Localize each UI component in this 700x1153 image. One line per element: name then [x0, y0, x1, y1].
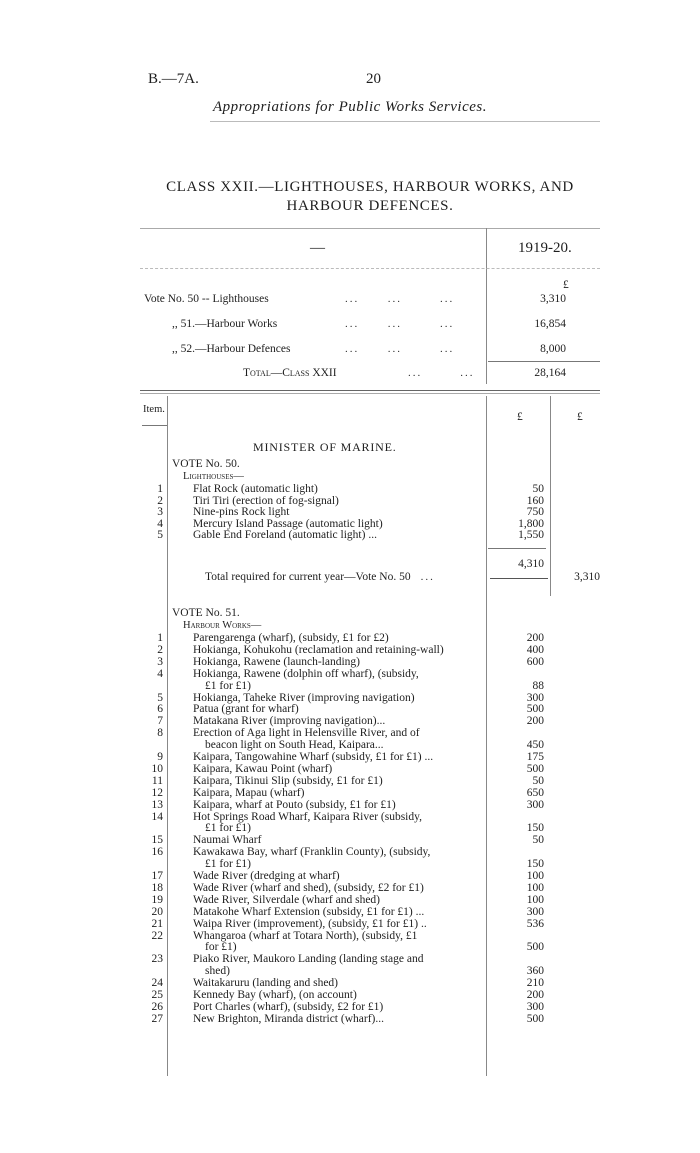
- item-amount: 450: [526, 739, 544, 752]
- item-amount: 200: [526, 989, 544, 1001]
- item-description: Tiri Tiri (erection of fog-signal): [193, 494, 339, 507]
- item-description: Matakana River (improving navigation)...: [193, 715, 386, 728]
- item-description: Nine-pins Rock light: [193, 506, 290, 519]
- item-description: Flat Rock (automatic light): [193, 483, 318, 495]
- item-number: 24: [151, 977, 163, 990]
- item-amount: 300: [526, 798, 544, 811]
- item-description: £1 for £1): [205, 679, 251, 692]
- item-number: 1: [157, 483, 163, 495]
- item-description: Hot Springs Road Wharf, Kaipara River (subsidy,: [193, 810, 423, 823]
- summary-bottom-rule-2: [140, 393, 600, 394]
- item-header-rule: [142, 425, 167, 426]
- summary-col-year: 1919-20.: [518, 240, 572, 256]
- item-amount: 500: [526, 703, 544, 716]
- item-number: 17: [151, 870, 163, 882]
- item-amount: 100: [526, 881, 544, 894]
- item-description: Port Charles (wharf), (subsidy, £2 for £1): [193, 1000, 384, 1013]
- leader-dots: ... ... ...: [345, 318, 455, 330]
- vote-50-total-rule: [490, 578, 548, 579]
- item-description: Wade River, Silverdale (wharf and shed): [193, 893, 381, 906]
- item-description: Hokianga, Rawene (dolphin off wharf), (subsidy,: [193, 667, 419, 680]
- item-number: 5: [157, 691, 163, 704]
- item-amount: 160: [526, 494, 544, 507]
- item-description: Erection of Aga light in Helensville River, and of: [193, 727, 420, 740]
- item-amount: 500: [526, 762, 544, 775]
- item-amount: 150: [526, 822, 544, 835]
- item-number: 19: [151, 893, 163, 906]
- item-description: Kaipara, wharf at Pouto (subsidy, £1 for £1): [193, 798, 396, 811]
- item-number: 26: [151, 1000, 163, 1013]
- item-amount: 50: [532, 774, 544, 787]
- item-description: Piako River, Maukoro Landing (landing stage and: [193, 953, 424, 966]
- item-description: Mercury Island Passage (automatic light): [193, 517, 383, 530]
- item-description: Naumai Wharf: [193, 834, 262, 847]
- vote-50-title: VOTE No. 50.: [172, 458, 240, 470]
- item-description: Kawakawa Bay, wharf (Franklin County), (subsidy,: [193, 846, 431, 859]
- item-description: Kaipara, Tikinui Slip (subsidy, £1 for £1): [193, 774, 383, 787]
- item-amount: 200: [526, 715, 544, 728]
- item-number: 1: [157, 632, 163, 644]
- leader-dots: ... ...: [408, 367, 475, 379]
- item-column-divider: [167, 396, 168, 1076]
- item-description: Wade River (wharf and shed), (subsidy, £2 for £1): [193, 881, 424, 894]
- summary-top-rule: [140, 228, 600, 229]
- item-description: Wade River (dredging at wharf): [193, 870, 340, 882]
- summary-col-left: —: [310, 240, 325, 256]
- vote-50-subhead: Lighthouses—: [183, 471, 244, 482]
- class-title: CLASS XXII.—LIGHTHOUSES, HARBOUR WORKS, AND HARBOUR DEFENCES.: [166, 179, 574, 214]
- item-number: 13: [151, 798, 163, 811]
- item-description: Matakohe Wharf Extension (subsidy, £1 for £1) ...: [193, 905, 425, 918]
- item-description: Parengarenga (wharf), (subsidy, £1 for £2): [193, 632, 389, 644]
- item-description: Gable End Foreland (automatic light) ...: [193, 529, 377, 542]
- vote-50-total-text: Total required for current year—Vote No. 50: [205, 571, 411, 583]
- vote-51-title: VOTE No. 51.: [172, 607, 240, 619]
- item-description: Hokianga, Taheke River (improving navigation): [193, 691, 415, 704]
- item-description: Kaipara, Kawau Point (wharf): [193, 762, 333, 775]
- summary-total-amount: 28,164: [534, 367, 566, 379]
- item-number: 25: [151, 989, 163, 1001]
- item-description: Waipa River (improvement), (subsidy, £1 for £1) ..: [193, 917, 427, 930]
- item-amount: 750: [526, 506, 544, 519]
- item-number: 12: [151, 786, 163, 799]
- total-column-divider: [550, 396, 551, 596]
- summary-row-amount: 3,310: [540, 293, 566, 305]
- item-amount: 360: [526, 965, 544, 978]
- item-amount: 500: [526, 1012, 544, 1025]
- item-amount: 650: [526, 786, 544, 799]
- item-number: 20: [151, 905, 163, 918]
- summary-bottom-rule: [140, 390, 600, 391]
- item-amount: 100: [526, 870, 544, 882]
- item-amount: 400: [526, 643, 544, 656]
- page-subtitle: Appropriations for Public Works Services.: [213, 99, 487, 115]
- summary-row-label: ,, 51.—Harbour Works: [172, 318, 278, 330]
- item-amount: 50: [532, 834, 544, 847]
- item-column-header: Item.: [143, 404, 165, 415]
- summary-row-label: ,, 52.—Harbour Defences: [172, 343, 291, 355]
- vote-50-subtotal-rule: [488, 548, 546, 549]
- item-amount: 150: [526, 858, 544, 871]
- item-number: 3: [157, 655, 163, 668]
- item-number: 2: [157, 643, 163, 656]
- item-description: Kaipara, Mapau (wharf): [193, 786, 305, 799]
- item-number: 6: [157, 703, 163, 716]
- item-amount: 100: [526, 893, 544, 906]
- document-reference: B.—7A.: [148, 71, 199, 87]
- leader-dots: ...: [420, 571, 435, 583]
- item-amount: 300: [526, 1000, 544, 1013]
- header-rule: [210, 121, 600, 122]
- item-number: 16: [151, 846, 163, 859]
- item-amount: 50: [532, 483, 544, 495]
- item-description: New Brighton, Miranda district (wharf)...: [193, 1012, 384, 1025]
- item-description: Hokianga, Rawene (launch-landing): [193, 655, 361, 668]
- item-description: Whangaroa (wharf at Totara North), (subsidy, £1: [193, 929, 418, 942]
- item-amount: 500: [526, 941, 544, 954]
- item-amount: 210: [526, 977, 544, 990]
- summary-total-label: Total—Class XXII: [243, 367, 337, 379]
- item-number: 4: [157, 667, 163, 680]
- item-number: 21: [151, 917, 163, 930]
- item-amount: 300: [526, 905, 544, 918]
- item-description: for £1): [205, 941, 237, 954]
- leader-dots: ... ... ...: [345, 343, 455, 355]
- item-amount: 88: [532, 679, 544, 692]
- ministry-heading: MINISTER OF MARINE.: [253, 440, 397, 454]
- vote-50-total-amount: 3,310: [574, 571, 600, 583]
- item-description: Kaipara, Tangowahine Wharf (subsidy, £1 for £1) ...: [193, 751, 434, 763]
- summary-currency: £: [563, 279, 569, 291]
- item-amount: 536: [526, 917, 544, 930]
- item-amount: 200: [526, 632, 544, 644]
- item-amount: 1,550: [518, 529, 544, 542]
- item-description: beacon light on South Head, Kaipara...: [205, 739, 384, 752]
- item-number: 4: [157, 517, 163, 530]
- item-amount: 600: [526, 655, 544, 668]
- item-description: £1 for £1): [205, 858, 251, 871]
- item-number: 14: [151, 810, 163, 823]
- item-number: 15: [151, 834, 163, 847]
- item-description: shed): [205, 965, 230, 978]
- amount-column-divider: [486, 396, 487, 1076]
- item-number: 11: [151, 774, 163, 787]
- vote-51-subhead: Harbour Works—: [183, 620, 262, 631]
- item-number: 7: [157, 715, 163, 728]
- summary-header-rule: [140, 268, 600, 269]
- vote-50-total-label: [205, 571, 435, 583]
- summary-column-divider: [486, 228, 487, 384]
- item-description: £1 for £1): [205, 822, 251, 835]
- item-description: Waitakaruru (landing and shed): [193, 977, 339, 990]
- item-number: 18: [151, 881, 163, 894]
- item-number: 9: [157, 751, 163, 763]
- item-amount: 1,800: [518, 517, 544, 530]
- item-number: 22: [151, 929, 163, 942]
- item-description: Patua (grant for wharf): [193, 703, 299, 716]
- leader-dots: ... ... ...: [345, 293, 455, 305]
- summary-row-amount: 16,854: [534, 318, 566, 330]
- item-amount: 175: [526, 751, 544, 763]
- summary-row-label: Vote No. 50 -- Lighthouses: [144, 293, 269, 305]
- summary-total-rule: [488, 361, 600, 362]
- item-number: 8: [157, 727, 163, 740]
- vote-50-subtotal: 4,310: [518, 558, 544, 570]
- item-amount: 300: [526, 691, 544, 704]
- item-number: 10: [151, 762, 163, 775]
- detail-currency-2: £: [577, 411, 583, 423]
- item-description: Kennedy Bay (wharf), (on account): [193, 989, 357, 1001]
- item-description: Hokianga, Kohukohu (reclamation and retaining-wall): [193, 643, 444, 656]
- item-number: 5: [157, 529, 163, 542]
- item-number: 2: [157, 494, 163, 507]
- summary-row-amount: 8,000: [540, 343, 566, 355]
- item-number: 23: [151, 953, 163, 966]
- item-number: 27: [151, 1012, 163, 1025]
- detail-currency-1: £: [517, 411, 523, 423]
- item-number: 3: [157, 506, 163, 519]
- page-number: 20: [366, 71, 381, 87]
